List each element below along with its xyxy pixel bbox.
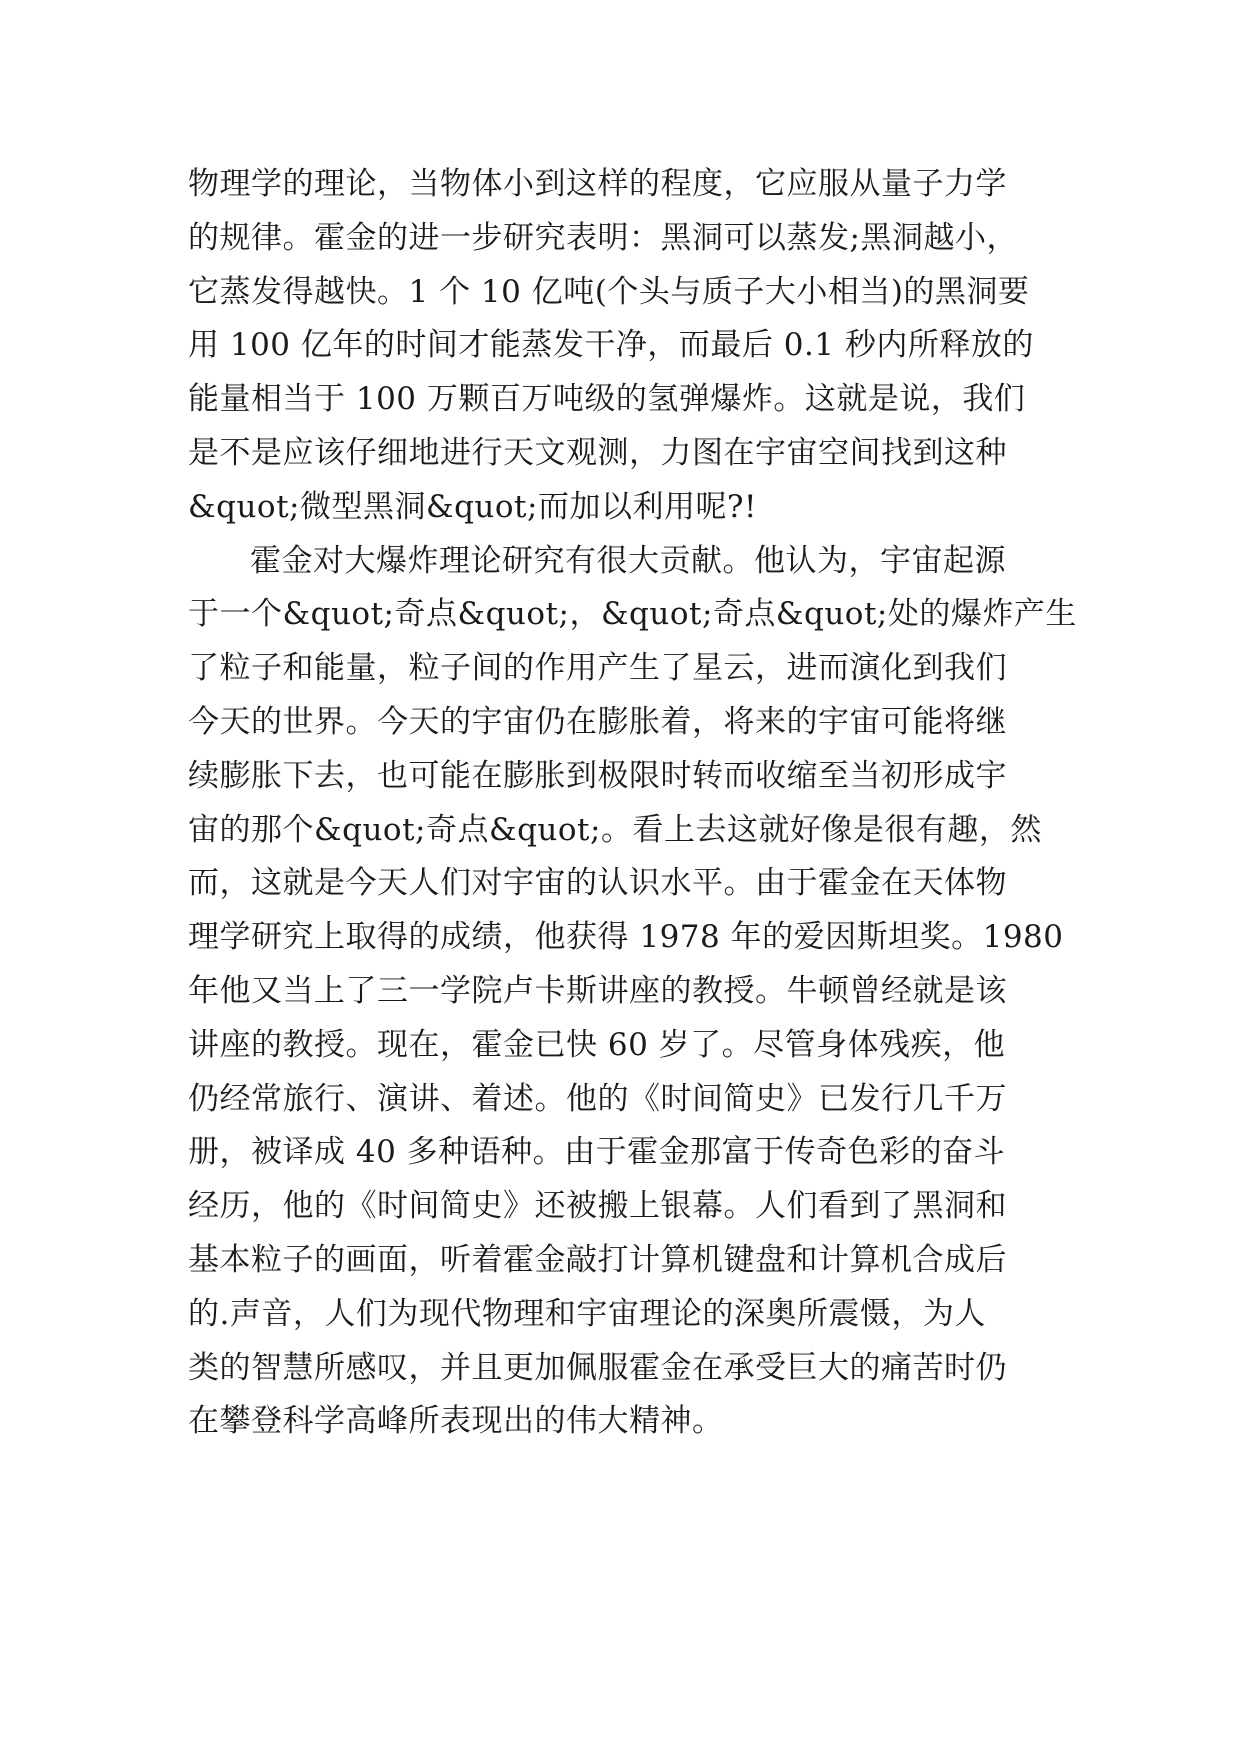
text-line: 物理学的理论，当物体小到这样的程度，它应服从量子力学 bbox=[188, 166, 1007, 202]
text-line: 册，被译成 40 多种语种。由于霍金那富于传奇色彩的奋斗 bbox=[188, 1134, 1006, 1171]
text-line: 它蒸发得越快。1 个 10 亿吨(个头与质子大小相当)的黑洞要 bbox=[188, 273, 1030, 310]
text-line: 的规律。霍金的进一步研究表明：黑洞可以蒸发;黑洞越小， bbox=[188, 219, 1018, 256]
body-text bbox=[188, 158, 1077, 1449]
text-line: 类的智慧所感叹，并且更加佩服霍金在承受巨大的痛苦时仍 bbox=[188, 1349, 1007, 1386]
text-line: 宙的那个&quot;奇点&quot;。看上去这就好像是很有趣，然 bbox=[188, 811, 1042, 848]
text-line: 仍经常旅行、演讲、着述。他的《时间简史》已发行几千万 bbox=[188, 1080, 1007, 1117]
text-line: 是不是应该仔细地进行天文观测，力图在宇宙空间找到这种 bbox=[188, 434, 1007, 471]
text-line: 理学研究上取得的成绩，他获得 1978 年的爱因斯坦奖。1980 bbox=[188, 919, 1064, 956]
text-line: 续膨胀下去，也可能在膨胀到极限时转而收缩至当初形成宇 bbox=[188, 757, 1007, 794]
text-line: 讲座的教授。现在，霍金已快 60 岁了。尽管身体残疾，他 bbox=[188, 1026, 1006, 1063]
paragraph-start-line: 霍金对大爆炸理论研究有很大贡献。他认为，宇宙起源 bbox=[250, 542, 1006, 579]
text-line: &quot;微型黑洞&quot;而加以利用呢?! bbox=[188, 488, 758, 525]
text-line: 今天的世界。今天的宇宙仍在膨胀着，将来的宇宙可能将继 bbox=[188, 703, 1007, 740]
text-line: 而，这就是今天人们对宇宙的认识水平。由于霍金在天体物 bbox=[188, 865, 1007, 902]
text-line: 用 100 亿年的时间才能蒸发干净，而最后 0.1 秒内所释放的 bbox=[188, 327, 1034, 364]
text-line: 年他又当上了三一学院卢卡斯讲座的教授。牛顿曾经就是该 bbox=[188, 972, 1007, 1009]
text-line: 经历，他的《时间简史》还被搬上银幕。人们看到了黑洞和 bbox=[188, 1188, 1007, 1225]
text-line: 在攀登科学高峰所表现出的伟大精神。 bbox=[188, 1403, 724, 1440]
text-line: 的.声音，人们为现代物理和宇宙理论的深奥所震慑，为人 bbox=[188, 1295, 986, 1332]
text-line: 基本粒子的画面，听着霍金敲打计算机键盘和计算机合成后 bbox=[188, 1241, 1007, 1278]
text-line: 能量相当于 100 万颗百万吨级的氢弹爆炸。这就是说，我们 bbox=[188, 381, 1026, 418]
text-line: 于一个&quot;奇点&quot;，&quot;奇点&quot;处的爆炸产生 bbox=[188, 596, 1077, 633]
text-line: 了粒子和能量，粒子间的作用产生了星云，进而演化到我们 bbox=[188, 650, 1007, 687]
